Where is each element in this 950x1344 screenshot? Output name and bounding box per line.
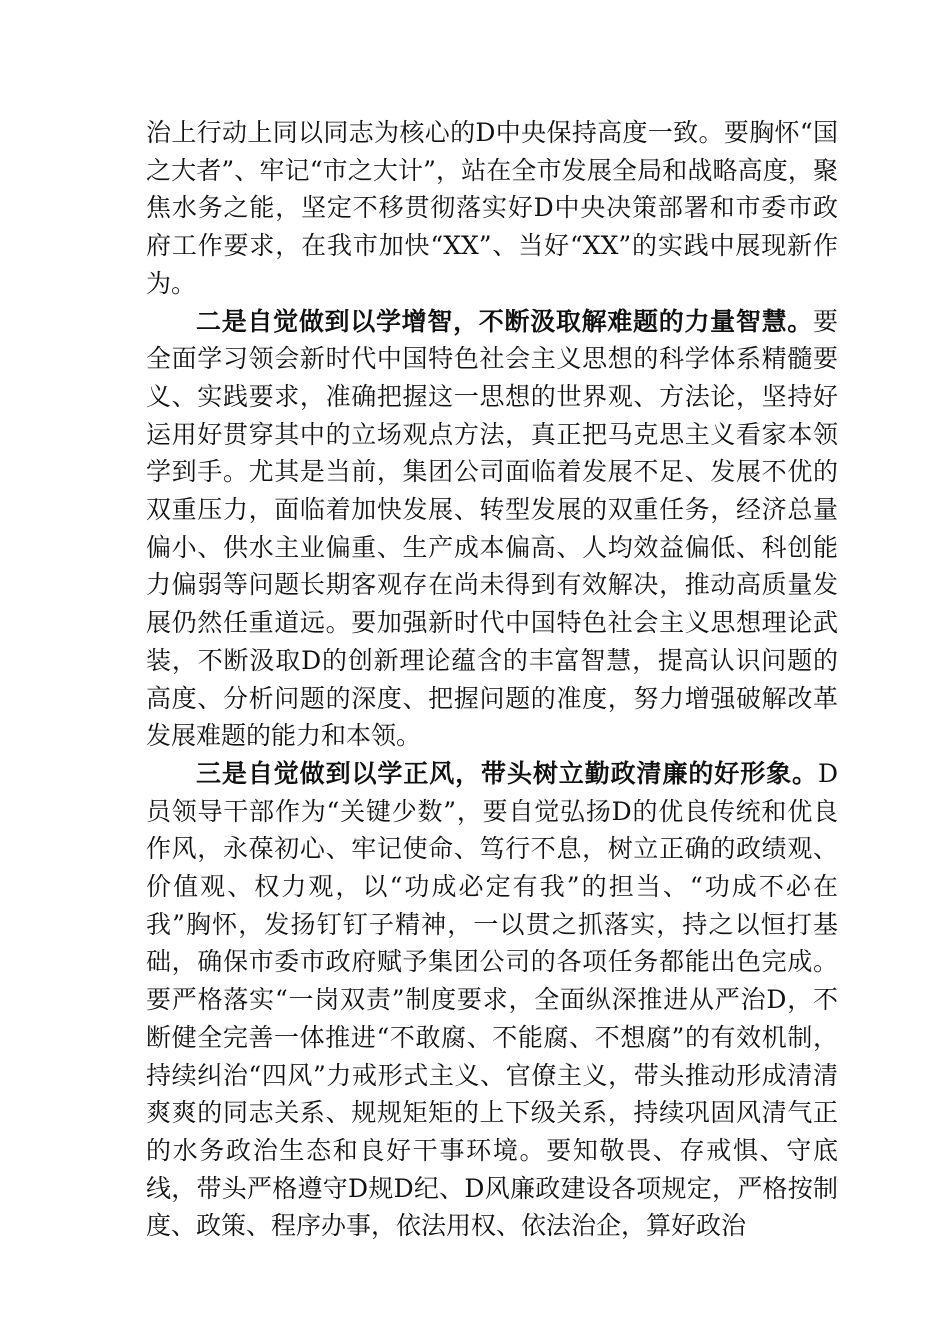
paragraph-lead-heading: 二是自觉做到以学增智，不断汲取解难题的力量智慧。 [196, 306, 813, 336]
paragraph-body: 治上行动上同以同志为核心的D中央保持高度一致。要胸怀“国之大者”、牢记“市之大计”，站在全市发展全局和战略高度，聚焦水务之能，坚定不移贯彻落实好D中央决策部署和市委市政府工作要求，在我市加快“XX”、当好“XX”的实践中展现新作为。 [146, 118, 838, 298]
paragraph-body: D员领导干部作为“关键少数”，要自觉弘扬D的优良传统和优良作风，永葆初心、牢记使命、笃行不息，树立正确的政绩观、价值观、权力观，以“功成必定有我”的担当、“功成不必在我”胸怀，发扬钉钉子精神，一以贯之抓落实，持之以恒打基础，确保市委市政府赋予集团公司的各项任务都能出色完成。要严格落实“一岗双责”制度要求，全面纵深推进从严治D，不断健全完善一体推进“不敢腐、不能腐、不想腐”的有效机制，持续纠治“四风”力戒形式主义、官僚主义，带头推动形成清清爽爽的同志关系、规规矩矩的上下级关系，持续巩固风清气正的水务政治生态和良好干事环境。要知敬畏、存戒惧、守底线，带头严格遵守D规D纪、D风廉政建设各项规定，严格按制度、政策、程序办事，依法用权、依法治企，算好政治 [146, 758, 838, 1241]
paragraph-body: 要全面学习领会新时代中国特色社会主义思想的科学体系精髓要义、实践要求，准确把握这一思想的世界观、方法论，坚持好运用好贯穿其中的立场观点方法，真正把马克思主义看家本领学到手。尤其是当前，集团公司面临着发展不足、发展不优的双重压力，面临着加快发展、转型发展的双重任务，经济总量偏小、供水主业偏重、生产成本偏高、人均效益偏低、科创能力偏弱等问题长期客观存在尚未得到有效解决，推动高质量发展仍然任重道远。要加强新时代中国特色社会主义思想理论武装，不断汲取D的创新理论蕴含的丰富智慧，提高认识问题的高度、分析问题的深度、把握问题的准度，努力增强破解改革发展难题的能力和本领。 [146, 306, 838, 751]
paragraph-lead-heading: 三是自觉做到以学正风，带头树立勤政清廉的好形象。 [196, 758, 818, 788]
paragraph-point-three [146, 755, 838, 1245]
paragraph-point-two [146, 303, 838, 755]
paragraph-continuation [146, 114, 838, 303]
document-page [146, 114, 838, 1245]
